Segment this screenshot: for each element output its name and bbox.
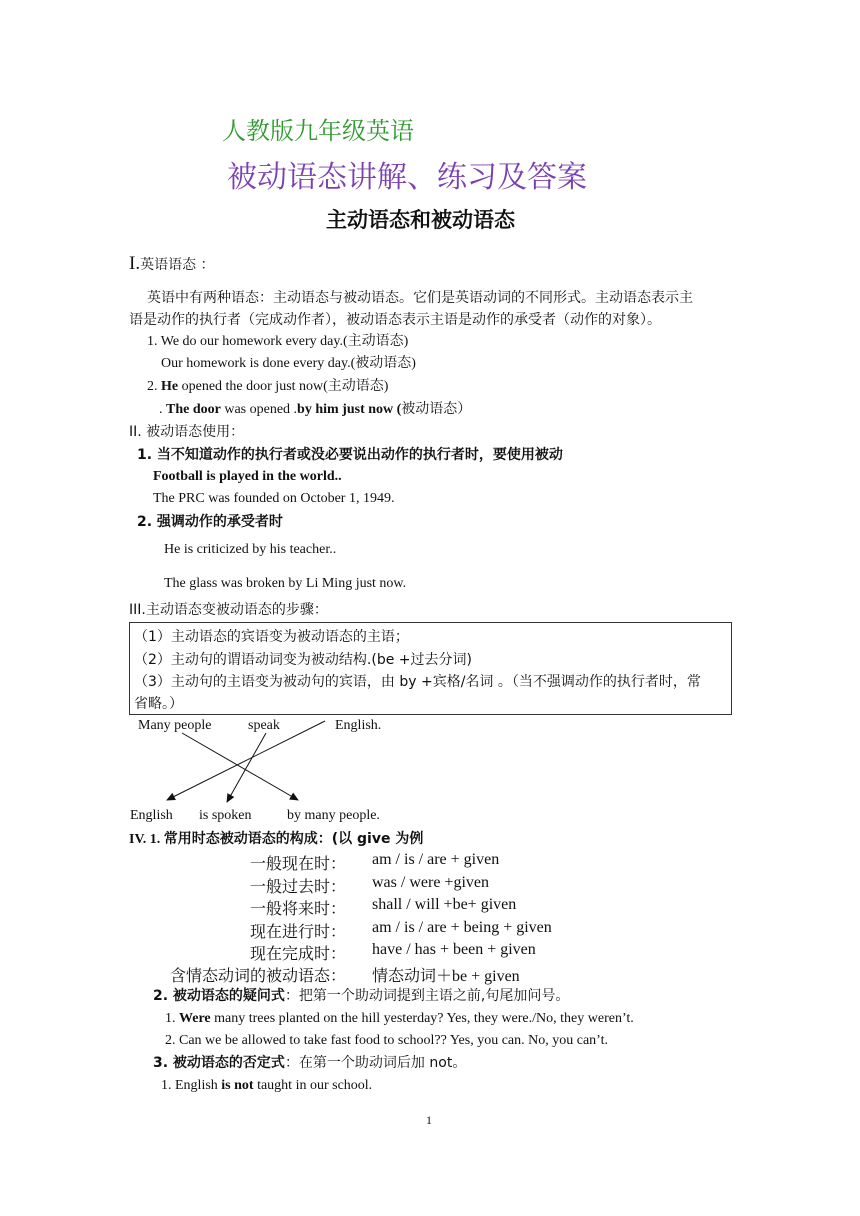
section2-item1-example1: Football is played in the world.. (153, 469, 342, 484)
diagram-bottom-verb: is spoken (199, 808, 252, 823)
form-past-simple: was / were +given (372, 874, 489, 891)
ex2a-num: 2. (147, 379, 158, 394)
section1-heading-text: 英语语态 ： (140, 257, 215, 273)
ex2b-mid: was opened . (224, 402, 298, 417)
question-example-1 (165, 1009, 634, 1029)
tense-modal: 含情态动词的被动语态： (169, 968, 346, 985)
section2-item2-example2: The glass was broken by Li Ming just now. (164, 576, 407, 591)
section1-para-line2: 语是动作的执行者（完成动作者），被动语态表示主语是动作的承受者（动作的对象）。 (129, 312, 661, 328)
negative-heading (153, 1053, 466, 1074)
section4-heading-text: 常用时态被动语态的构成：(以 give 为例 (163, 831, 424, 847)
form-present-simple: am / is / are + given (372, 851, 500, 868)
section1-para-line1: 英语中有两种语态：主动语态与被动语态。它们是英语动词的不同形式。主动语态表示主 (147, 290, 693, 306)
section2-item2: 2. 强调动作的承受者时 (137, 514, 283, 530)
tense-past-simple: 一般过去时： (249, 879, 346, 896)
ex2b-bold2: by him just now ( (297, 402, 402, 417)
section1-example-1b: Our homework is done every day.(被动语态) (161, 356, 416, 371)
tense-future-simple: 一般将来时： (249, 901, 346, 918)
form-present-progressive: am / is / are + being + given (372, 919, 552, 936)
question-heading-bold: 2. 被动语态的疑问式 (153, 988, 285, 1004)
negative-heading-bold: 3. 被动语态的否定式 (153, 1055, 285, 1071)
section2-item2-example1: He is criticized by his teacher.. (164, 542, 337, 557)
negative-heading-rest: ：在第一个助动词后加 not。 (284, 1055, 467, 1071)
form-future-simple: shall / will +be+ given (372, 896, 517, 913)
page-number: 1 (426, 1113, 432, 1127)
question-heading (153, 986, 569, 1007)
tense-present-simple: 一般现在时： (249, 856, 346, 873)
section4-heading (129, 829, 423, 850)
section2-item1: 1. 当不知道动作的执行者或没必要说出动作的执行者时，要使用被动 (137, 447, 563, 463)
section3-heading: III.主动语态变被动语态的步骤： (129, 602, 328, 618)
arrow-object-to-subject (167, 721, 325, 800)
section2-heading: II. 被动语态使用： (129, 424, 245, 440)
question-heading-rest: ：把第一个助动词提到主语之前,句尾加问号。 (284, 988, 570, 1004)
doc-title-green: 人教版九年级英语 (222, 117, 414, 145)
section2-item1-example2: The PRC was founded on October 1, 1949. (153, 491, 395, 506)
ex2a-rest: opened the door just now(主动语态) (181, 379, 389, 394)
diagram-bottom-agent: by many people. (287, 808, 380, 823)
diagram-top-verb: speak (248, 718, 280, 733)
step-3-line1: （3）主动句的主语变为被动句的宾语，由 by +宾格/名词 。（当不强调动作的执行者时，常 (134, 674, 701, 690)
diagram-bottom-subject: English (130, 808, 173, 823)
step-3-line2: 省略。） (134, 696, 183, 712)
negative-example-1 (161, 1076, 372, 1096)
n1-bold: is not (221, 1078, 254, 1093)
ex2b-dot: . (159, 402, 163, 417)
question-example-2: 2. Can we be allowed to take fast food to school?? Yes, you can. No, you can’t. (165, 1033, 608, 1048)
form-modal: 情态动词＋be + given (372, 968, 520, 985)
diagram-top-object: English. (335, 718, 382, 733)
step-1: （1）主动语态的宾语变为被动语态的主语； (134, 629, 409, 645)
section1-heading-num: I. (129, 253, 141, 274)
doc-title-main: 主动语态和被动语态 (326, 208, 515, 232)
q1-bold: Were (179, 1011, 211, 1026)
tense-present-perfect: 现在完成时： (249, 946, 346, 963)
n1-rest: taught in our school. (257, 1078, 373, 1093)
doc-title-purple: 被动语态讲解、练习及答案 (227, 160, 587, 195)
q1-rest: many trees planted on the hill yesterday? Yes, they were./No, they weren’t. (214, 1011, 634, 1026)
n1-pre: 1. English (161, 1078, 218, 1093)
ex2b-bold1: The door (166, 402, 221, 417)
diagram-top-subject: Many people (138, 718, 212, 733)
section1-example-1a: 1. We do our homework every day.(主动语态) (147, 334, 409, 349)
form-present-perfect: have / has + been + given (372, 941, 536, 958)
step-2: （2）主动句的谓语动词变为被动结构.(be +过去分词) (134, 652, 472, 668)
ex2b-tail: 被动语态） (401, 401, 472, 417)
tense-present-progressive: 现在进行时： (249, 924, 346, 941)
q1-num: 1. (165, 1011, 176, 1026)
ex2a-bold: He (161, 379, 179, 394)
section4-heading-num: IV. 1. (129, 832, 161, 847)
